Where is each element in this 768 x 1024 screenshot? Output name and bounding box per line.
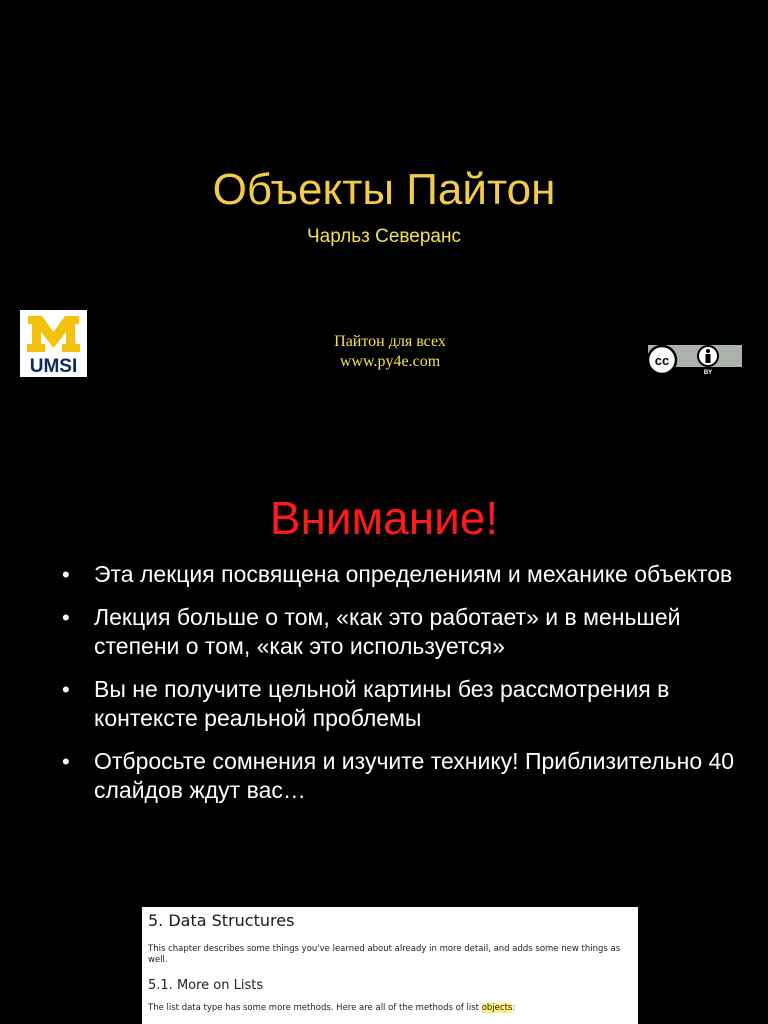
doc-heading: 5. Data Structures [148,911,295,930]
bullet-list [60,560,740,819]
doc-paragraph: The list data type has some more methods. Here are all of the methods of list objects: [148,1003,516,1013]
slide-title: Внимание! [269,492,499,544]
umsi-logo-icon [20,310,87,377]
doc-highlight: objects [481,1003,513,1013]
course-info [240,332,540,372]
course-url: www.py4e.com [339,353,441,370]
bullet-icon: • [62,605,70,630]
author-name: Чарльз Северанс [307,226,461,247]
python-docs-screenshot [142,907,638,1024]
list-item: • Лекция больше о том, «как это работает» и в меньшей степени о том, «как это используется» [62,604,681,659]
cc-by-icon [646,343,744,377]
doc-subheading: 5.1. More on Lists [148,978,264,993]
title-slide [0,0,768,460]
list-item: • Эта лекция посвящена определениям и механике объектов [62,561,733,587]
list-item: • Вы не получите цельной картины без рассмотрения в контексте реальной проблемы [62,676,670,731]
doc-intro: This chapter describes some things you've learned about already in more detail, and adds some new things as well. [148,944,621,965]
svg-text:cc: cc [654,353,670,368]
course-name: Пайтон для всех [334,333,446,350]
bullet-icon: • [62,749,70,774]
list-item: • Отбросьте сомнения и изучите технику! Приблизительно 40 слайдов ждут вас… [62,748,735,803]
warning-slide [0,460,768,1024]
bullet-icon: • [62,562,70,587]
bullet-icon: • [62,677,70,702]
slide-title: Объекты Пайтон [212,165,556,214]
cc-by-label: BY [703,370,713,376]
umsi-logo-text: UMSI [29,356,78,377]
